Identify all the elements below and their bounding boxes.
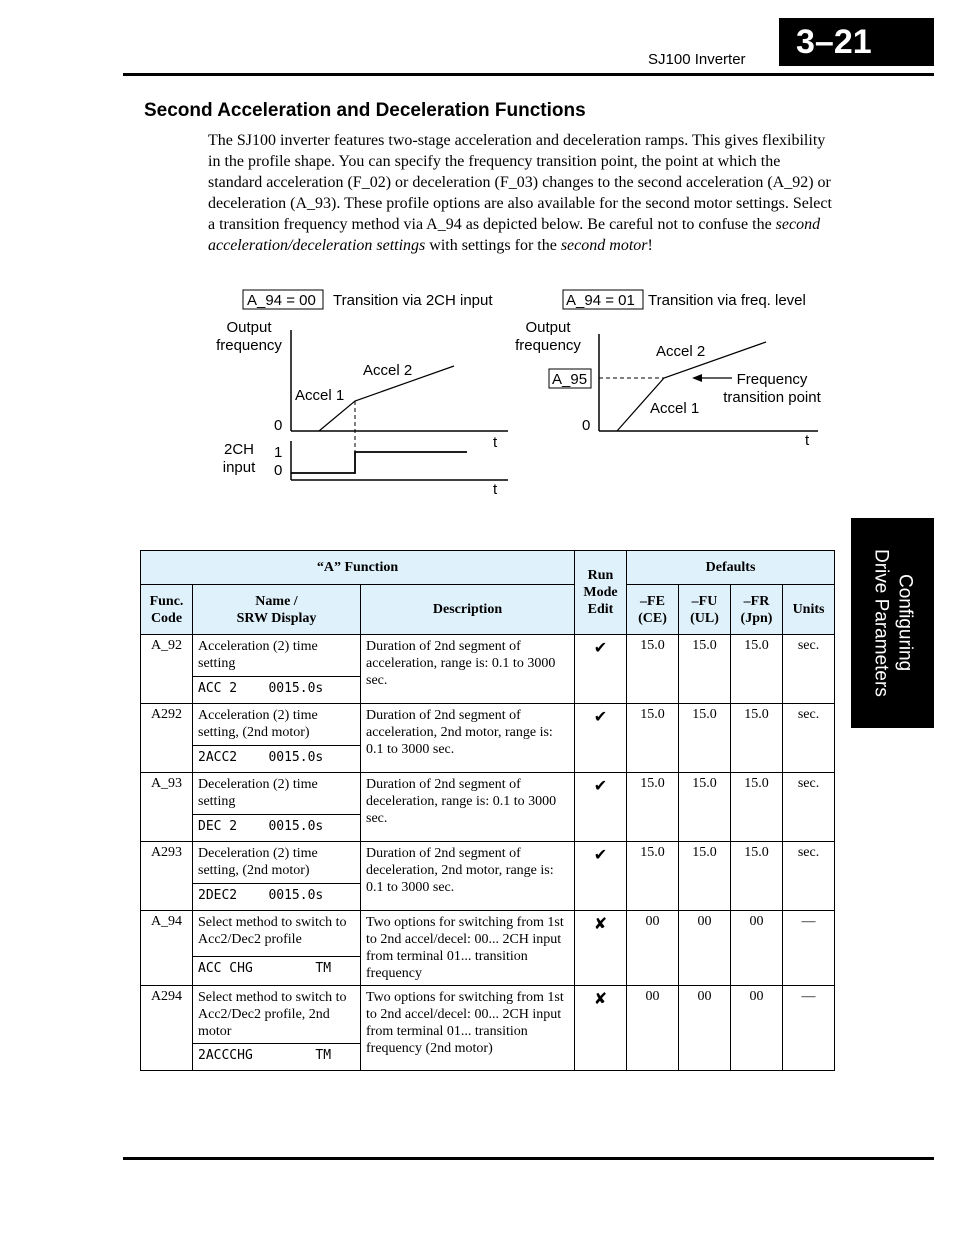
side-tab-line-1: Configuring — [894, 574, 916, 672]
param-name: Select method to switch to Acc2/Dec2 profile, 2nd motor — [193, 986, 361, 1044]
func-code: A_92 — [141, 635, 193, 704]
left-ylabel-2: frequency — [216, 337, 282, 354]
col-name-header-1: Name / — [255, 593, 298, 609]
run-mode-edit — [575, 986, 627, 1071]
left-2ch-signal — [291, 452, 467, 473]
right-transition-label-2: transition point — [723, 389, 821, 406]
default-fr: 00 — [731, 911, 783, 986]
default-fe: 15.0 — [627, 704, 679, 773]
left-mode-label: A_94 = 00 — [247, 292, 316, 309]
default-fe: 15.0 — [627, 842, 679, 911]
transition-arrow-head — [692, 374, 702, 382]
units: sec. — [783, 773, 835, 842]
a-function-table — [140, 550, 835, 1071]
param-description: Two options for switching from 1st to 2nd accel/decel: 00... 2CH input from terminal 01... transition frequency — [361, 911, 575, 986]
param-description: Duration of 2nd segment of deceleration, range is: 0.1 to 3000 sec. — [361, 773, 575, 842]
right-mode-label: A_94 = 01 — [566, 292, 635, 309]
default-fu: 15.0 — [679, 635, 731, 704]
cross-icon: ✘ — [593, 914, 608, 933]
table-row — [141, 986, 835, 1044]
default-fu: 00 — [679, 911, 731, 986]
left-zero-label: 0 — [274, 417, 283, 434]
func-code: A294 — [141, 986, 193, 1071]
left-accel2-label: Accel 2 — [363, 362, 413, 379]
col-code-header: Func. Code — [141, 585, 193, 635]
run-mode-header: Run Mode Edit — [575, 551, 627, 635]
col-name-header — [193, 585, 361, 635]
run-mode-edit — [575, 704, 627, 773]
table-row — [141, 704, 835, 746]
param-name: Deceleration (2) time setting, (2nd motor) — [193, 842, 361, 884]
group-header: “A” Function — [141, 551, 575, 585]
func-code: A292 — [141, 704, 193, 773]
param-name: Deceleration (2) time setting — [193, 773, 361, 815]
param-name: Select method to switch to Acc2/Dec2 profile — [193, 911, 361, 957]
intro-text-3: ! — [647, 237, 653, 254]
intro-italic-2: second motor — [560, 237, 648, 254]
func-code: A293 — [141, 842, 193, 911]
default-fe: 15.0 — [627, 773, 679, 842]
param-name: Acceleration (2) time setting, (2nd motor) — [193, 704, 361, 746]
cross-icon: ✘ — [593, 989, 608, 1008]
srw-display: ACC 2 0015.0s — [193, 677, 361, 704]
footer-rule — [123, 1157, 934, 1160]
defaults-header: Defaults — [627, 551, 835, 585]
default-fr: 15.0 — [731, 773, 783, 842]
right-ylabel-2: frequency — [515, 337, 581, 354]
acceleration-profile-figure — [0, 0, 954, 520]
units: — — [783, 911, 835, 986]
default-fe: 00 — [627, 986, 679, 1071]
left-accel1-label: Accel 1 — [295, 387, 345, 404]
table-row — [141, 635, 835, 677]
srw-display: 2DEC2 0015.0s — [193, 884, 361, 911]
srw-display: DEC 2 0015.0s — [193, 815, 361, 842]
right-transition-label-1: Frequency — [736, 371, 808, 388]
default-fu: 00 — [679, 986, 731, 1071]
intro-text-1: The SJ100 inverter features two-stage acceleration and deceleration ramps. This gives flexibility in the profile shape. You can specify the frequency transition point, the point at which the standard acceleration (F_02) or deceleration (F_03) changes to the second acceleration (A_92) or deceleration (A_93). These profile options are also available for the second motor settings. Select a transition frequency method via A_94 as depicted below. Be careful not to confuse the — [208, 132, 832, 233]
srw-display: 2ACCCHG TM — [193, 1044, 361, 1071]
right-t-label: t — [805, 432, 810, 449]
checkmark-icon: ✔ — [593, 707, 608, 726]
chapter-side-tab-label — [851, 518, 934, 728]
units: — — [783, 986, 835, 1071]
param-description: Duration of 2nd segment of acceleration, 2nd motor, range is: 0.1 to 3000 sec. — [361, 704, 575, 773]
checkmark-icon: ✔ — [593, 776, 608, 795]
side-tab-line-2: Drive Parameters — [870, 549, 892, 697]
run-mode-edit — [575, 842, 627, 911]
table-row — [141, 911, 835, 957]
intro-italic-1: second acceleration/deceleration settings — [208, 216, 821, 254]
a95-label: A_95 — [552, 371, 588, 388]
func-code: A_93 — [141, 773, 193, 842]
right-accel1-label: Accel 1 — [650, 400, 700, 417]
left-one-label: 1 — [274, 444, 283, 461]
right-ylabel-1: Output — [525, 319, 571, 336]
default-fe: 15.0 — [627, 635, 679, 704]
param-description: Duration of 2nd segment of acceleration, range is: 0.1 to 3000 sec. — [361, 635, 575, 704]
col-fe-header: –FE (CE) — [627, 585, 679, 635]
units: sec. — [783, 704, 835, 773]
col-desc-header: Description — [361, 585, 575, 635]
default-fu: 15.0 — [679, 773, 731, 842]
checkmark-icon: ✔ — [593, 845, 608, 864]
col-name-header-2: SRW Display — [236, 610, 317, 626]
section-heading: Second Acceleration and Deceleration Functions — [144, 100, 586, 121]
default-fu: 15.0 — [679, 842, 731, 911]
left-ylabel-1: Output — [226, 319, 272, 336]
right-caption: Transition via freq. level — [648, 292, 806, 309]
param-description: Duration of 2nd segment of deceleration, 2nd motor, range is: 0.1 to 3000 sec. — [361, 842, 575, 911]
left-input-label-2: input — [222, 459, 256, 476]
units: sec. — [783, 842, 835, 911]
left-zero2-label: 0 — [274, 462, 283, 479]
func-code: A_94 — [141, 911, 193, 986]
default-fr: 15.0 — [731, 842, 783, 911]
srw-display: 2ACC2 0015.0s — [193, 746, 361, 773]
checkmark-icon: ✔ — [593, 638, 608, 657]
run-mode-edit — [575, 773, 627, 842]
right-accel2-label: Accel 2 — [656, 343, 706, 360]
units: sec. — [783, 635, 835, 704]
srw-display: ACC CHG TM — [193, 956, 361, 985]
col-fu-header: –FU (UL) — [679, 585, 731, 635]
col-fr-header: –FR (Jpn) — [731, 585, 783, 635]
default-fu: 15.0 — [679, 704, 731, 773]
left-caption: Transition via 2CH input — [333, 292, 493, 309]
intro-text-2: with settings for the — [425, 237, 561, 254]
right-diagram — [515, 290, 822, 449]
right-zero-label: 0 — [582, 417, 591, 434]
default-fr: 15.0 — [731, 704, 783, 773]
running-header-title: SJ100 Inverter — [648, 51, 746, 68]
table-row — [141, 773, 835, 815]
param-name: Acceleration (2) time setting — [193, 635, 361, 677]
run-mode-edit — [575, 911, 627, 986]
left-diagram — [216, 290, 508, 498]
left-input-label-1: 2CH — [223, 441, 255, 458]
left-t-label: t — [493, 434, 498, 451]
default-fe: 00 — [627, 911, 679, 986]
param-description: Two options for switching from 1st to 2nd accel/decel: 00... 2CH input from terminal 01... transition frequency (2nd motor) — [361, 986, 575, 1071]
col-units-header: Units — [783, 585, 835, 635]
run-mode-edit — [575, 635, 627, 704]
default-fr: 00 — [731, 986, 783, 1071]
table-row — [141, 842, 835, 884]
default-fr: 15.0 — [731, 635, 783, 704]
page-number: 3–21 — [796, 23, 872, 61]
left-t2-label: t — [493, 481, 498, 498]
